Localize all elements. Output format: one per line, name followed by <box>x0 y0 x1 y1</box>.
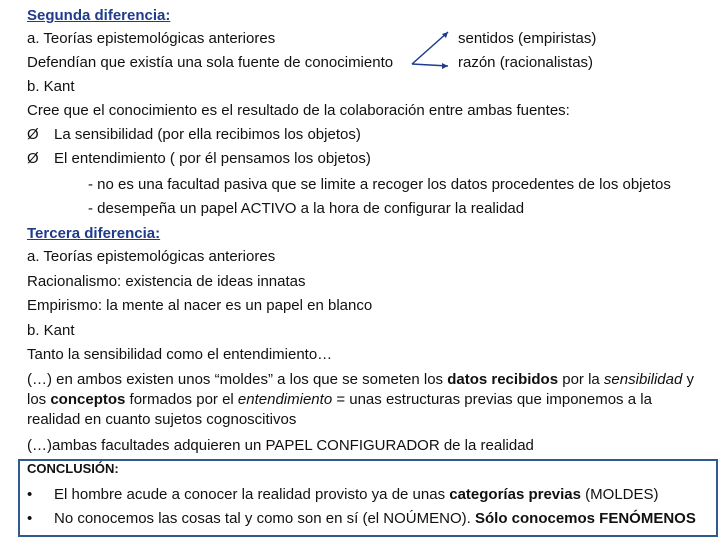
arrow-bullet-icon: Ø <box>27 150 39 167</box>
bullet-sensibilidad: La sensibilidad (por ella recibimos los objetos) <box>54 126 361 143</box>
empiricism-line: Empirismo: la mente al nacer es un papel en blanco <box>27 297 373 314</box>
list-item <box>27 509 696 529</box>
moldes-paragraph <box>27 370 707 430</box>
list-item <box>27 149 371 169</box>
conclusion-item1-bold: categorías previas <box>449 486 581 503</box>
conclusion-item1-text: (MOLDES) <box>581 486 659 503</box>
dot-bullet-icon: • <box>27 486 33 503</box>
bullet-entendimiento: El entendimiento ( por él pensamos los objetos) <box>54 150 371 167</box>
section2-a-line2: Defendían que existía una sola fuente de conocimiento <box>27 54 394 71</box>
conclusion-item1-text: El hombre acude a conocer la realidad provisto ya de unas <box>54 486 450 503</box>
para-bold-datos: datos recibidos <box>447 371 559 388</box>
para-text: formados por el <box>125 391 238 408</box>
para-text: por la <box>558 371 604 388</box>
list-item <box>27 485 659 505</box>
para-bold-conceptos: conceptos <box>50 391 126 408</box>
section2-b-label: b. Kant <box>27 78 75 95</box>
para-italic-entendimiento: entendimiento <box>237 391 333 408</box>
list-item <box>27 125 361 145</box>
para-italic-sensibilidad: sensibilidad <box>603 371 683 388</box>
arrow-bullet-icon: Ø <box>27 126 39 143</box>
source-reason: razón (racionalistas) <box>458 54 594 71</box>
para-text: (…) en ambos existen unos “moldes” a los que se someten los <box>27 371 448 388</box>
section2-a-label: a. Teorías epistemológicas anteriores <box>27 30 276 47</box>
conclusion-item2-text: No conocemos las cosas tal y como son en sí (el NOÚMENO). <box>54 510 475 527</box>
sub-point-activo: - desempeña un papel ACTIVO a la hora de configurar la realidad <box>88 200 525 217</box>
source-senses: sentidos (empiristas) <box>458 30 597 47</box>
section3-b-label: b. Kant <box>27 322 75 339</box>
section-heading-segunda: Segunda diferencia: <box>27 7 171 24</box>
sub-point-pasiva: - no es una facultad pasiva que se limite a recoger los datos procedentes de los objetos <box>88 176 671 193</box>
conclusion-item2-bold: Sólo conocemos FENÓMENOS <box>474 510 696 527</box>
para-text: y los <box>27 371 694 408</box>
configurador-line: (…)ambas facultades adquieren un PAPEL CONFIGURADOR de la realidad <box>27 437 534 454</box>
section3-kant-line: Tanto la sensibilidad como el entendimiento… <box>27 346 333 363</box>
section2-kant-line: Cree que el conocimiento es el resultado de la colaboración entre ambas fuentes: <box>27 102 570 119</box>
branch-arrows-icon <box>408 28 456 76</box>
section3-a-label: a. Teorías epistemológicas anteriores <box>27 248 276 265</box>
para-text: = unas estructuras previas que imponemos a la realidad en cuanto sujetos cognoscitivos <box>27 391 652 428</box>
rationalism-line: Racionalismo: existencia de ideas innatas <box>27 273 306 290</box>
dot-bullet-icon: • <box>27 510 33 527</box>
conclusion-title: CONCLUSIÓN: <box>27 461 119 476</box>
section-heading-tercera: Tercera diferencia: <box>27 225 161 242</box>
